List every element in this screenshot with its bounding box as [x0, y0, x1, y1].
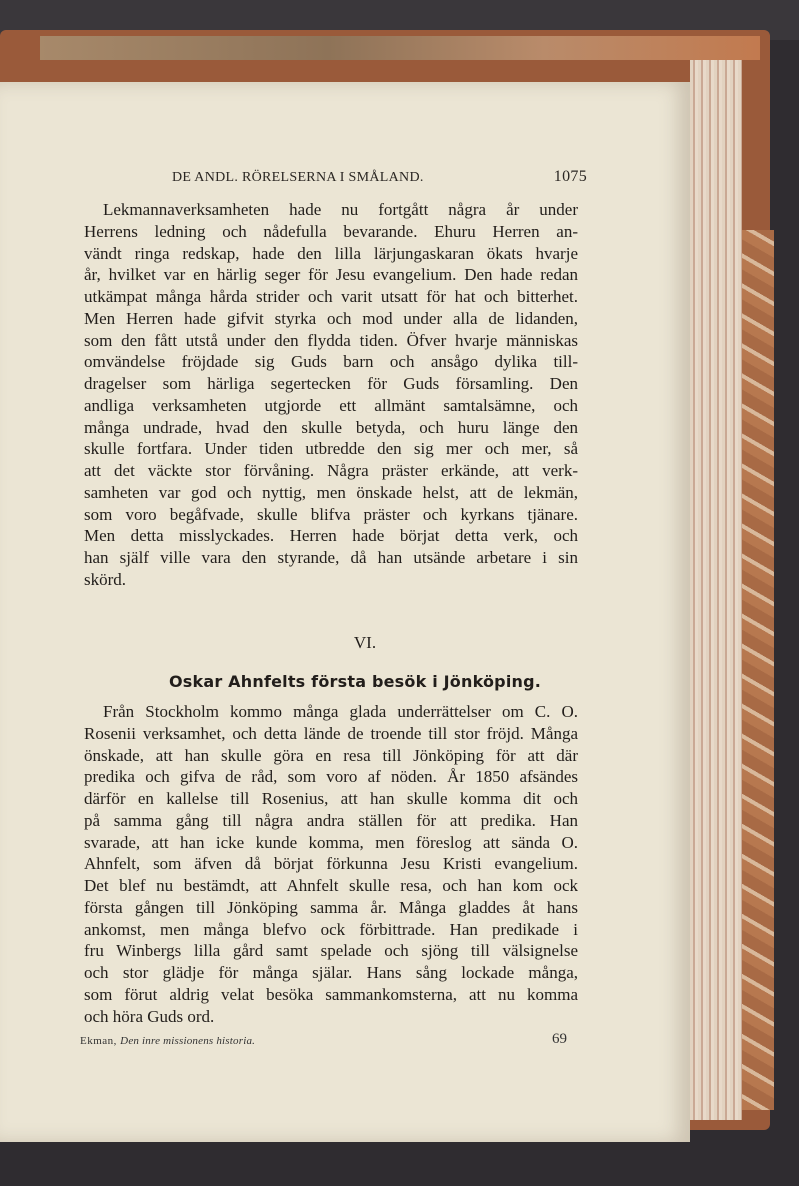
page-number: 1075: [553, 168, 587, 185]
section-heading: Oskar Ahnfelts första besök i Jönköping.: [168, 672, 542, 691]
text-line: omvändelse fröjdade sig Guds barn och ansågo dylika till-: [84, 352, 578, 372]
text-line: samheten var god och nyttig, men önskade helst, att de lekmän,: [84, 482, 578, 502]
text-line: Men detta misslyckades. Herren hade börjat detta verk, och: [84, 526, 578, 546]
text-line: andliga verksamheten utgjorde ett allmänt samtalsämne, och: [84, 395, 578, 415]
text-line: skörd.: [84, 569, 127, 589]
text-line: därför en kallelse till Rosenius, att han skulle komma dit och: [84, 789, 578, 808]
paragraph-1: [84, 199, 578, 591]
text-line: att det väckte stor förvåning. Några präster erkände, att verk-: [84, 461, 578, 480]
text-line: som förut aldrig velat besöka sammankomsterna, att nu komma: [84, 984, 578, 1004]
text-line: Från Stockholm kommo många glada underrättelser om C. O.: [103, 702, 578, 721]
text-line: Rosenii verksamhet, och detta lände de troende till stor fröjd. Många: [84, 723, 578, 743]
text-line: han själf ville vara den styrande, då han utsände arbetare i sin: [84, 548, 578, 567]
text-line: Ahnfelt, som äfven då börjat förkunna Jesu Kristi evangelium.: [84, 854, 578, 874]
text-line: utkämpat många hårda strider och varit utsatt för hat och bitterhet.: [84, 287, 578, 306]
paragraph-2: [84, 701, 578, 1027]
running-head-title: DE ANDL. RÖRELSERNA I SMÅLAND.: [172, 170, 424, 185]
page-block-edge: [690, 60, 742, 1120]
signature-mark: 69: [552, 1031, 567, 1047]
text-line: Herrens ledning och nådefulla bevarande. Ehuru Herren an-: [84, 221, 578, 241]
text-line: och höra Guds ord.: [84, 1006, 215, 1026]
text-line: år, hvilket var en härlig seger för Jesu evangelium. Den hade redan: [84, 265, 578, 285]
running-head: [172, 170, 587, 186]
footer-author: Ekman,: [80, 1035, 117, 1047]
text-line: önskade, att han skulle göra en resa till Jönköping för att där: [84, 745, 578, 765]
text-line: predika och gifva de råd, som voro af nöden. År 1850 afsändes: [84, 767, 578, 787]
text-line: som den fått utstå under den flydda tiden. Öfver hvarje människas: [84, 330, 578, 350]
text-line: skulle fortfara. Under tiden utbredde den sig mer och mer, så: [84, 439, 578, 459]
text-line: fru Winbergs lilla gård samt spelade och sjöng till välsignelse: [84, 941, 578, 961]
chapter-number: VI.: [353, 633, 377, 652]
text-line: första gången till Jönköping samma år. Många gladdes åt hans: [84, 897, 578, 917]
text-line: och stor glädje för många själar. Hans sång lockade många,: [84, 963, 578, 982]
text-line: Det blef nu bestämdt, att Ahnfelt skulle resa, och han kom ock: [84, 876, 578, 895]
book-top-edge: [40, 36, 760, 60]
marbled-edge: [742, 230, 774, 1110]
text-line: Lekmannaverksamheten hade nu fortgått några år under: [103, 200, 578, 219]
text-line: Men Herren hade gifvit styrka och mod under alla de lidanden,: [84, 308, 578, 328]
footer-book-title: Den inre missionens historia.: [120, 1035, 256, 1047]
text-line: många undrade, hvad den skulle betyda, och huru länge den: [84, 417, 578, 437]
footer-citation: [80, 1035, 255, 1047]
text-line: vändt ringa redskap, hade den lilla lärjungaskaran ökats hvarje: [84, 243, 578, 263]
text-line: som voro begåfvade, skulle blifva präster och kyrkans tjänare.: [84, 504, 578, 524]
text-line: på samma gång till några andra ställen för att predika. Han: [84, 810, 578, 830]
text-line: dragelser som härliga segertecken för Guds församling. Den: [84, 374, 578, 393]
text-line: ankomst, men många blefvo ock förbittrade. Han predikade i: [84, 919, 578, 939]
text-line: svarade, att han icke kunde komma, men föreslog att sända O.: [84, 832, 578, 852]
